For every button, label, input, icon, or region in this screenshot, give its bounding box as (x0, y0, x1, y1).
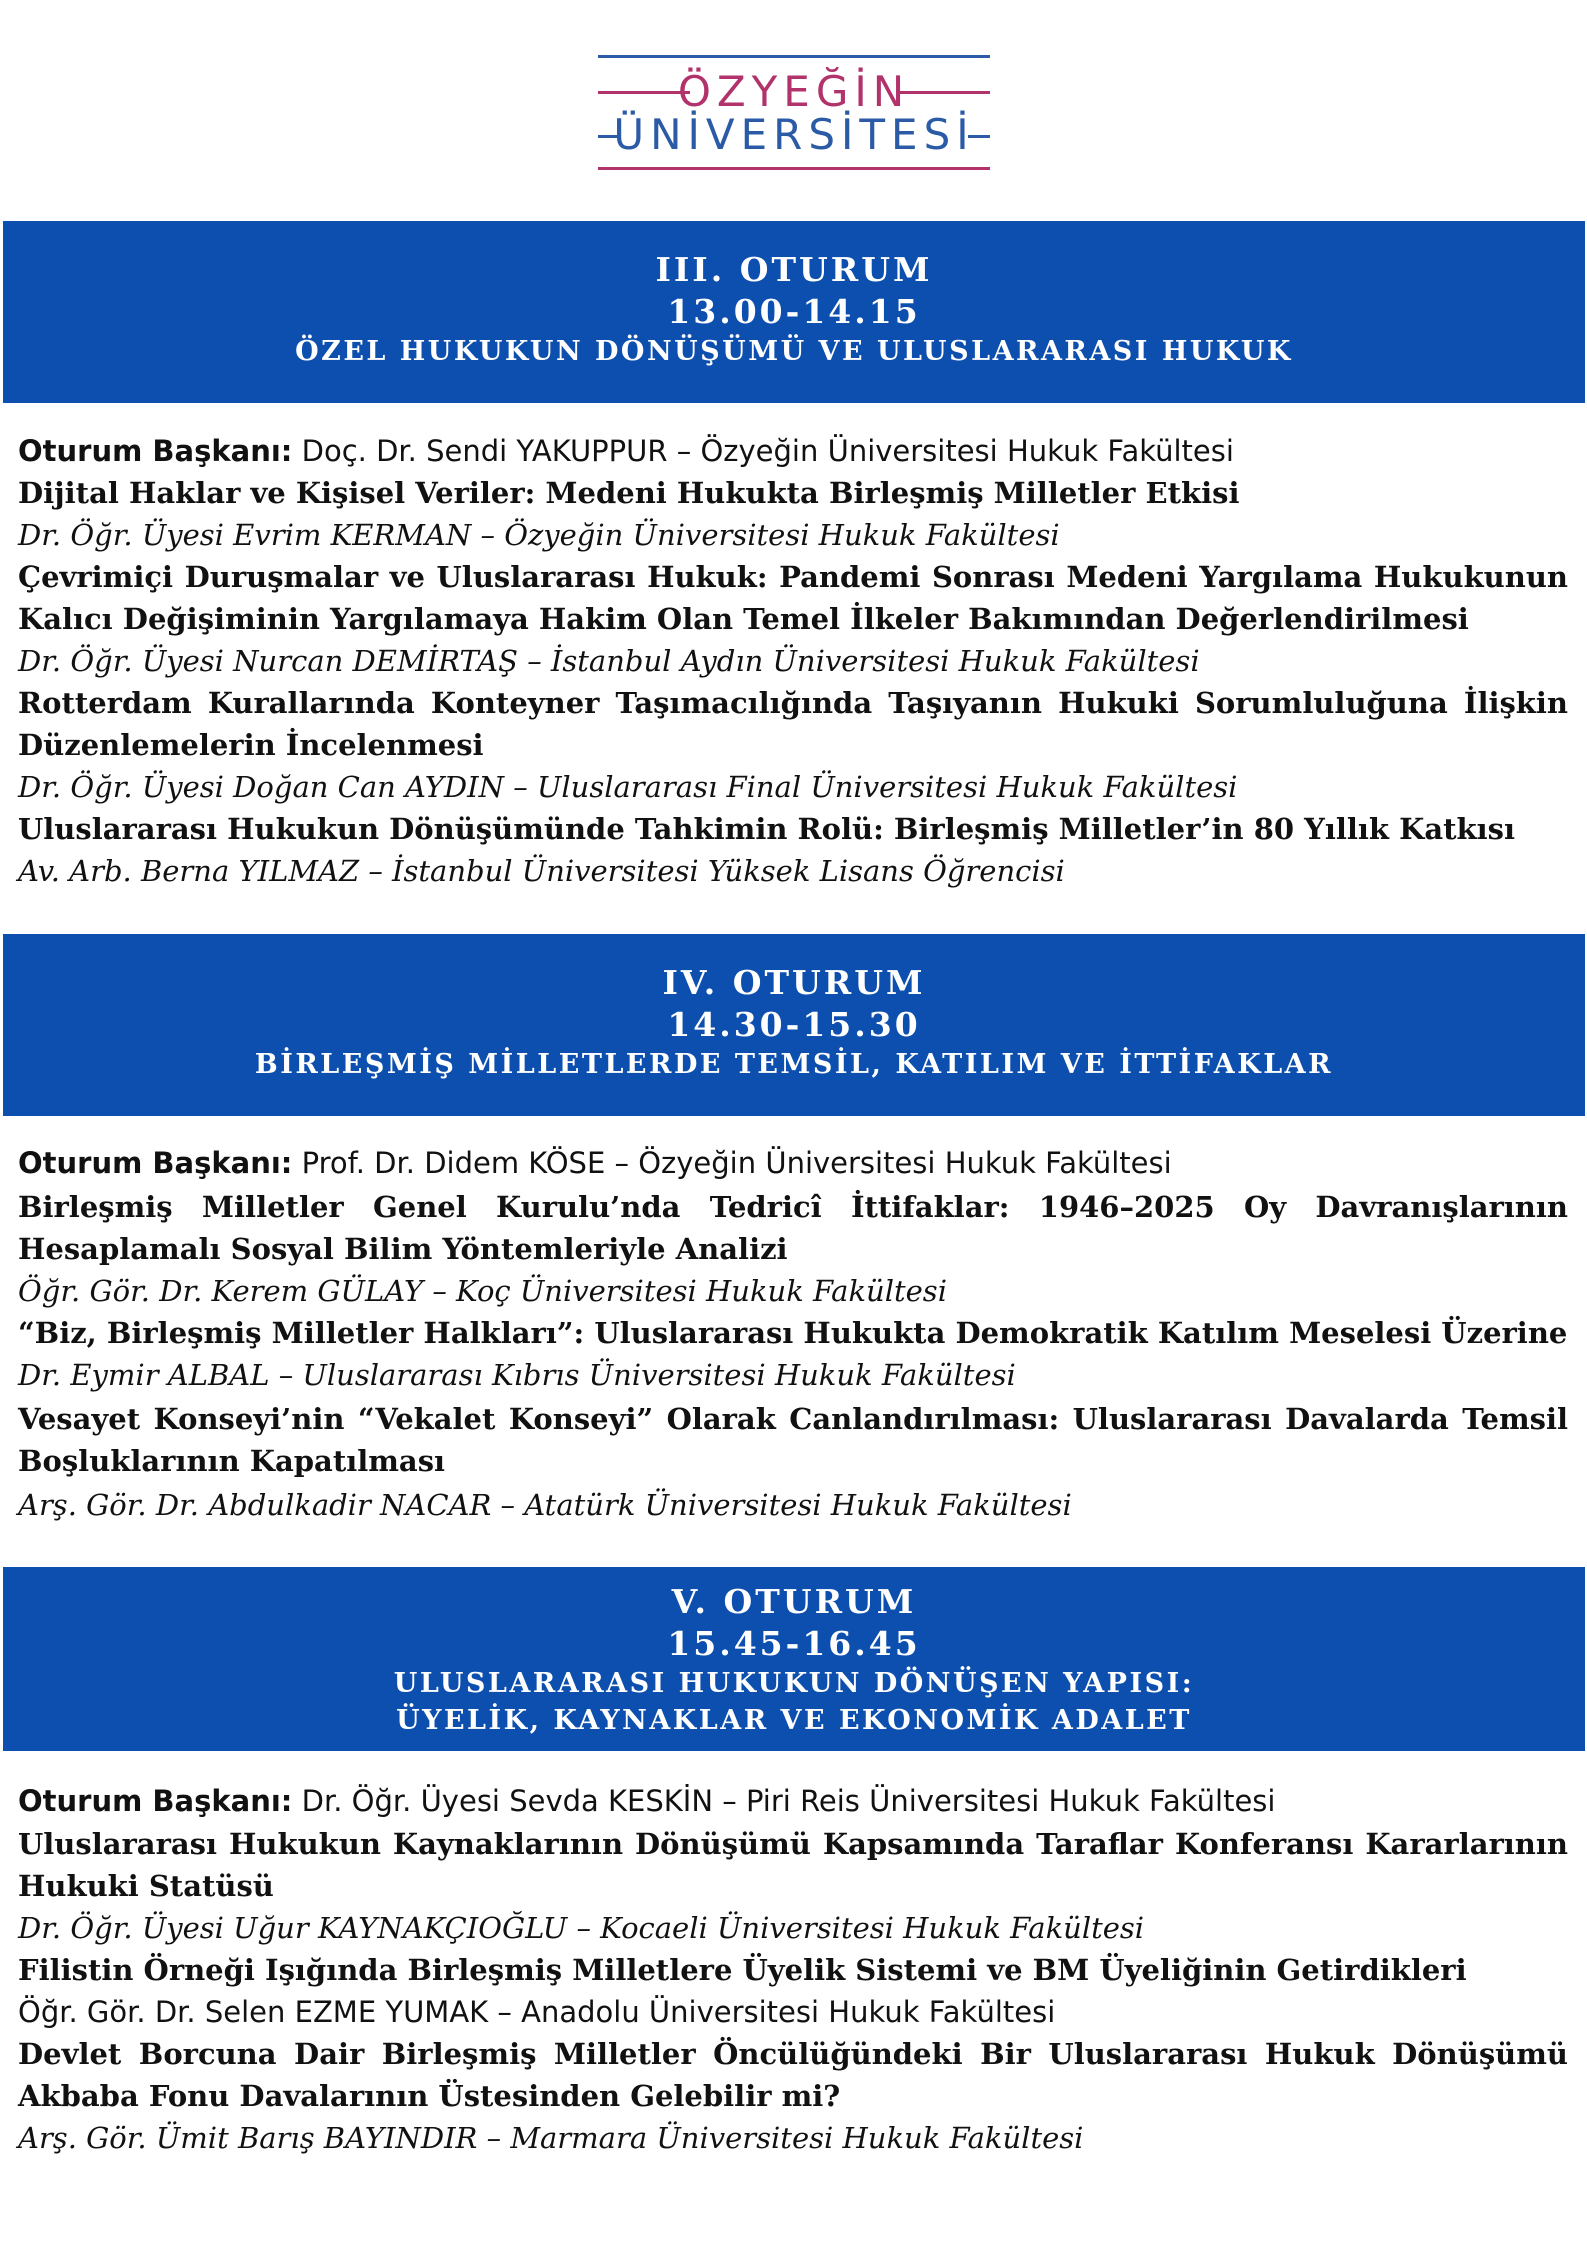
paper-title: Devlet Borcuna Dair Birleşmiş Milletler Öncülüğündeki Bir Uluslararası Hukuk Dönüşümü (18, 2037, 1568, 2071)
session-title: III. OTURUM (655, 250, 933, 289)
session-subtitle: ULUSLARARASI HUKUKUN DÖNÜŞEN YAPISI: (393, 1668, 1195, 1699)
logo-line-2: ÜNİVERSİTESİ (613, 110, 975, 159)
paper-author: Öğr. Gör. Dr. Selen EZME YUMAK – Anadolu Üniversitesi Hukuk Fakültesi (18, 1995, 1056, 2029)
session-banner (3, 1567, 1585, 1751)
session-subtitle: ÖZEL HUKUKUN DÖNÜŞÜMÜ VE ULUSLARARASI HUKUK (295, 336, 1293, 367)
paper-author: Dr. Öğr. Üyesi Evrim KERMAN – Özyeğin Üniversitesi Hukuk Fakültesi (18, 518, 1060, 552)
paper-title: “Biz, Birleşmiş Milletler Halkları”: Uluslararası Hukukta Demokratik Katılım Meselesi Üzerine (18, 1316, 1568, 1350)
paper-title: Uluslararası Hukukun Kaynaklarının Dönüşümü Kapsamında Taraflar Konferansı Kararlarının (18, 1827, 1568, 1861)
session-chair (18, 1142, 1568, 1184)
chair-name: Dr. Öğr. Üyesi Sevda KESKİN – Piri Reis Üniversitesi Hukuk Fakültesi (301, 1784, 1276, 1818)
session-chair (18, 1780, 1568, 1822)
session-title: V. OTURUM (671, 1582, 917, 1621)
paper-author: Öğr. Gör. Dr. Kerem GÜLAY – Koç Üniversitesi Hukuk Fakültesi (18, 1274, 947, 1308)
paper-title: Düzenlemelerin İncelenmesi (18, 728, 484, 762)
paper-title: Vesayet Konseyi’nin “Vekalet Konseyi” Olarak Canlandırılması: Uluslararası Davalarda Temsil (18, 1402, 1568, 1436)
paper-author: Arş. Gör. Dr. Abdulkadir NACAR – Atatürk Üniversitesi Hukuk Fakültesi (18, 1488, 1072, 1522)
paper-author: Dr. Öğr. Üyesi Doğan Can AYDIN – Uluslararası Final Üniversitesi Hukuk Fakültesi (18, 770, 1238, 804)
paper-title: Birleşmiş Milletler Genel Kurulu’nda Tedricî İttifaklar: 1946–2025 Oy Davranışlarının (18, 1190, 1568, 1224)
chair-name: Prof. Dr. Didem KÖSE – Özyeğin Üniversitesi Hukuk Fakültesi (301, 1146, 1172, 1180)
chair-label: Oturum Başkanı: (18, 1784, 293, 1818)
paper-author: Av. Arb. Berna YILMAZ – İstanbul Üniversitesi Yüksek Lisans Öğrencisi (18, 854, 1065, 888)
session-time: 15.45-16.45 (667, 1624, 921, 1663)
session-banner (3, 221, 1585, 403)
session-time: 14.30-15.30 (667, 1005, 921, 1044)
paper-title: Kalıcı Değişiminin Yargılamaya Hakim Olan Temel İlkeler Bakımından Değerlendirilmesi (18, 602, 1469, 636)
logo-bottom-rule (598, 167, 990, 170)
session-subtitle: ÜYELİK, KAYNAKLAR VE EKONOMİK ADALET (396, 1705, 1192, 1736)
paper-title: Uluslararası Hukukun Dönüşümünde Tahkimin Rolü: Birleşmiş Milletler’in 80 Yıllık Katkısı (18, 812, 1515, 846)
session-subtitle: BİRLEŞMİŞ MİLLETLERDE TEMSİL, KATILIM VE İTTİFAKLAR (254, 1049, 1334, 1080)
paper-author: Dr. Öğr. Üyesi Uğur KAYNAKÇIOĞLU – Kocaeli Üniversitesi Hukuk Fakültesi (18, 1911, 1145, 1945)
paper-author: Dr. Eymir ALBAL – Uluslararası Kıbrıs Üniversitesi Hukuk Fakültesi (18, 1358, 1016, 1392)
paper-title: Boşluklarının Kapatılması (18, 1444, 446, 1478)
chair-label: Oturum Başkanı: (18, 434, 293, 468)
session-banner (3, 934, 1585, 1116)
paper-title: Dijital Haklar ve Kişisel Veriler: Medeni Hukukta Birleşmiş Milletler Etkisi (18, 476, 1240, 510)
paper-author: Arş. Gör. Ümit Barış BAYINDIR – Marmara Üniversitesi Hukuk Fakültesi (18, 2121, 1084, 2155)
paper-title: Hukuki Statüsü (18, 1869, 274, 1903)
university-logo (598, 55, 990, 173)
paper-author: Dr. Öğr. Üyesi Nurcan DEMİRTAŞ – İstanbul Aydın Üniversitesi Hukuk Fakültesi (18, 644, 1200, 678)
paper-title: Akbaba Fonu Davalarının Üstesinden Gelebilir mi? (18, 2079, 841, 2113)
paper-title: Çevrimiçi Duruşmalar ve Uluslararası Hukuk: Pandemi Sonrası Medeni Yargılama Hukukunun (18, 560, 1568, 594)
paper-title: Hesaplamalı Sosyal Bilim Yöntemleriyle Analizi (18, 1232, 788, 1266)
paper-title: Rotterdam Kurallarında Konteyner Taşımacılığında Taşıyanın Hukuki Sorumluluğuna İlişkin (18, 686, 1568, 720)
chair-label: Oturum Başkanı: (18, 1146, 293, 1180)
logo-line-1: ÖZYEĞİN (677, 67, 911, 116)
chair-name: Doç. Dr. Sendi YAKUPPUR – Özyeğin Üniversitesi Hukuk Fakültesi (301, 434, 1234, 468)
logo-top-rule (598, 55, 990, 58)
session-time: 13.00-14.15 (667, 292, 921, 331)
session-title: IV. OTURUM (662, 963, 926, 1002)
session-chair (18, 430, 1568, 472)
paper-title: Filistin Örneği Işığında Birleşmiş Milletlere Üyelik Sistemi ve BM Üyeliğinin Getirdikleri (18, 1953, 1467, 1987)
